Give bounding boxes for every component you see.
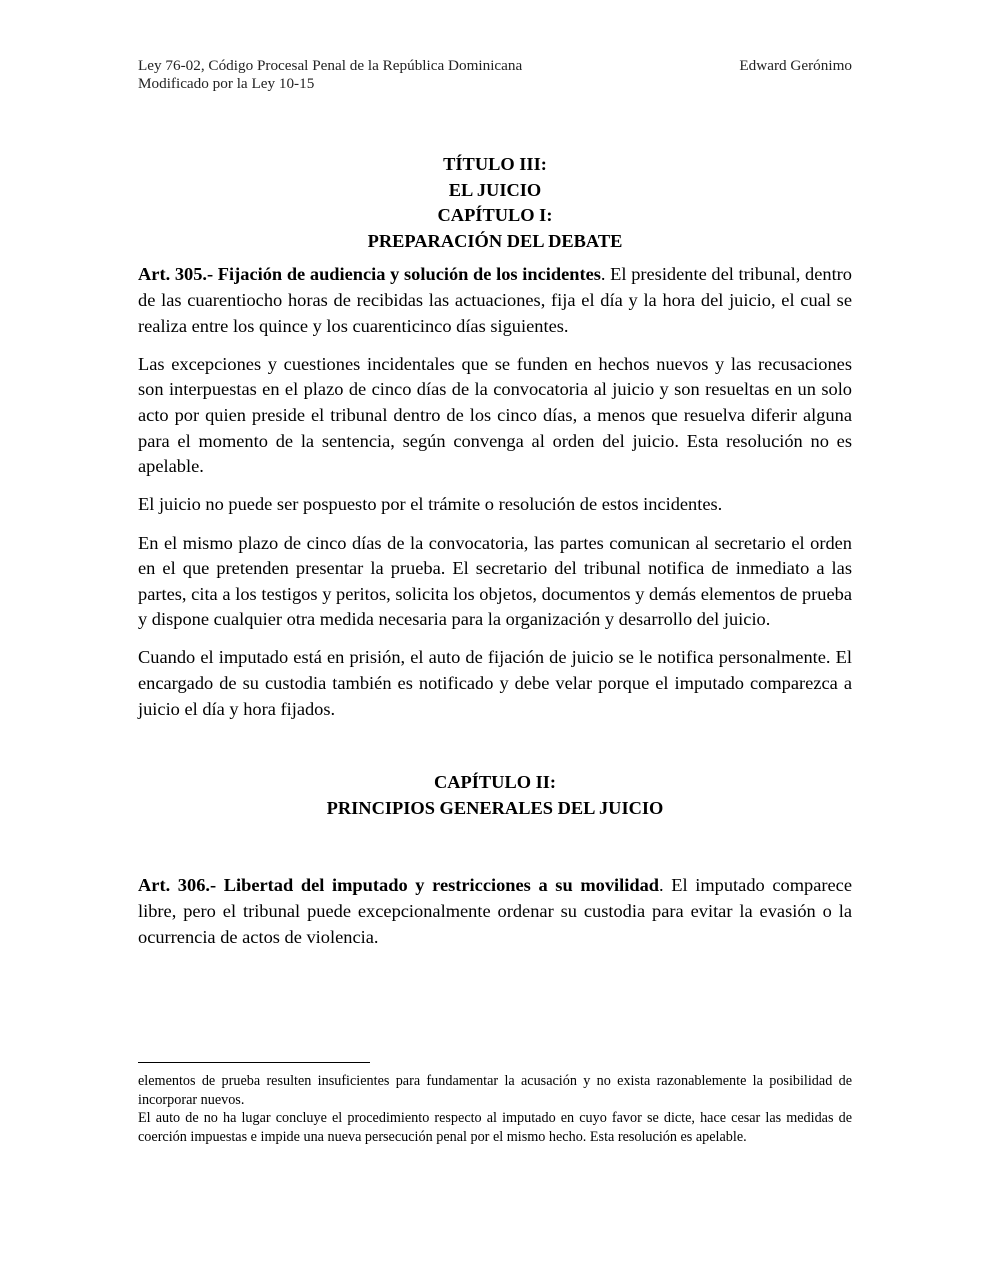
- article-305-heading: Art. 305.- Fijación de audiencia y solución de los incidentes: [138, 264, 601, 285]
- chapter-2-heading: CAPÍTULO II:: [433, 772, 557, 793]
- article-305-paragraph-1: [138, 262, 852, 339]
- article-305-paragraph-4: En el mismo plazo de cinco días de la convocatoria, las partes comunican al secretario el orden en el que pretenden presentar la prueba. El secretario del tribunal notifica de inmediato a las partes, cita a los testigos y peritos, solicita los objetos, documentos y demás elementos de prueba y dispone cualquier otra medida necesaria para la organización y desarrollo del juicio.: [138, 532, 852, 630]
- chapter-heading: CAPÍTULO I:: [437, 205, 553, 226]
- document-body: [138, 152, 852, 963]
- chapter-title: PREPARACIÓN DEL DEBATE: [367, 230, 623, 251]
- article-306-heading: Art. 306.- Libertad del imputado y restricciones a su movilidad: [138, 875, 660, 896]
- chapter-2-title: PRINCIPIOS GENERALES DEL JUICIO: [326, 797, 664, 818]
- header-modification: Modificado por la Ley 10-15: [138, 75, 315, 92]
- header-law-title: Ley 76-02, Código Procesal Penal de la República Dominicana: [138, 57, 523, 74]
- article-305-paragraph-2: Las excepciones y cuestiones incidentales que se funden en hechos nuevos y las recusaciones son interpuestas en el plazo de cinco días de la convocatoria al juicio y son resueltas en un solo acto por quien preside el tribunal dentro de los cinco días, a menos que resuelva diferir alguna para el momento de la sentencia, según convenga al orden del juicio. Esta resolución no es apelable.: [138, 353, 852, 477]
- header-author: Edward Gerónimo: [739, 57, 852, 74]
- footnote-continuation: elementos de prueba resulten insuficientes para fundamentar la acusación y no exista razonablemente la posibilidad de incorporar nuevos.: [138, 1073, 852, 1108]
- chapter-2-block: [138, 770, 852, 821]
- title-heading: TÍTULO III:: [443, 154, 547, 174]
- title-block: [138, 152, 852, 254]
- article-305-paragraph-5: Cuando el imputado está en prisión, el auto de fijación de juicio se le notifica personalmente. El encargado de su custodia también es notificado y debe velar porque el imputado comparezca a juicio el día y hora fijados.: [138, 647, 852, 719]
- article-306-paragraph-1: [138, 873, 852, 950]
- article-305-paragraph-3: El juicio no puede ser pospuesto por el trámite o resolución de estos incidentes.: [138, 494, 723, 515]
- footnote-separator: [138, 1062, 370, 1063]
- page-header: [138, 57, 852, 93]
- title-subheading: EL JUICIO: [448, 179, 542, 200]
- footnotes: [138, 1072, 852, 1146]
- footnote-paragraph: El auto de no ha lugar concluye el procedimiento respecto al imputado en cuyo favor se dicte, hace cesar las medidas de coerción impuestas e impide una nueva persecución penal por el mismo hecho. Esta resolución es apelable.: [138, 1110, 852, 1145]
- article-306-intro: . El imputado comparece libre, pero el tribunal puede excepcionalmente ordenar su custodia para evitar la evasión o la ocurrencia de actos de violencia.: [138, 875, 852, 947]
- article-305-intro: . El presidente del tribunal, dentro de las cuarentiocho horas de recibidas las actuaciones, fija el día y la hora del juicio, el cual se realiza entre los quince y los cuarenticinco días siguientes.: [138, 264, 852, 336]
